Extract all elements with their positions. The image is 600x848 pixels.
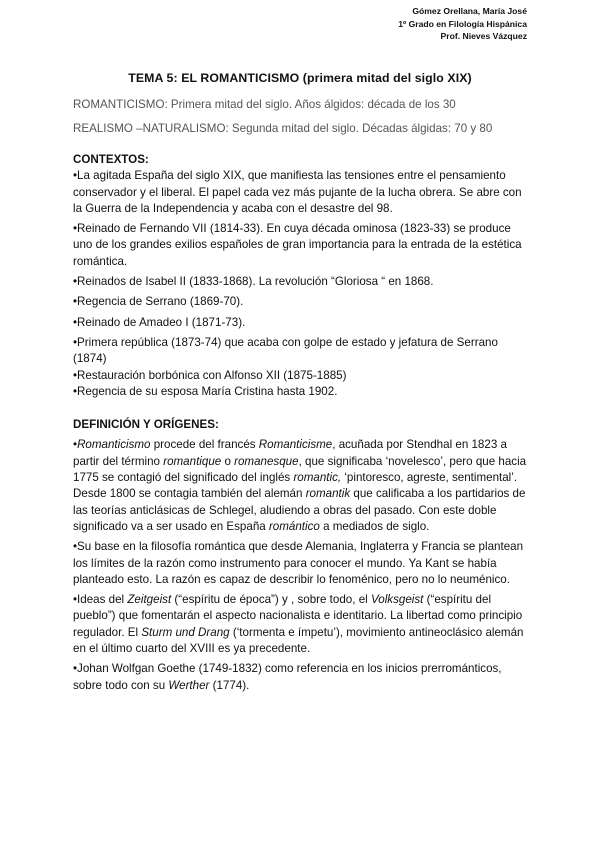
text-run: •Johan Wolfgan Goethe (1749-1832) como referencia en los inicios prerrománticos, sobre todo con su <box>73 662 502 692</box>
text-run: •Ideas del <box>73 593 128 607</box>
intro-romanticismo: ROMANTICISMO: Primera mitad del siglo. Años álgidos: década de los 30 <box>73 98 456 111</box>
context-item: •Restauración borbónica con Alfonso XII (1875-1885) <box>73 368 347 382</box>
bullet: • <box>73 438 78 452</box>
text-run: o <box>221 454 235 468</box>
professor-name: Prof. Nieves Vázquez <box>440 31 527 42</box>
document-header <box>398 5 527 43</box>
text-run: , que significaba ‘novelesco’, pero que hacia 1775 se contagió del significado del inglés <box>73 454 527 485</box>
term-romanticismo: Romanticismo <box>77 438 151 452</box>
term-romanticisme: Romanticisme <box>258 438 333 452</box>
definition-paragraph-1 <box>73 437 530 535</box>
section-heading-definicion: DEFINICIÓN Y ORÍGENES: <box>73 418 219 432</box>
context-item: •Reinado de Fernando VII (1814-33). En cuya década ominosa (1823-33) se produce uno de los grandes exilios españoles de gran importancia para la entrada de la estética romántica. <box>73 222 522 268</box>
text-run: procede del francés <box>150 438 259 452</box>
context-item: •Reinado de Amadeo I (1871-73). <box>73 315 246 329</box>
context-item: •Regencia de Serrano (1869-70). <box>73 295 244 309</box>
definition-paragraph-2: •Su base en la filosofía romántica que desde Alemania, Inglaterra y Francia se plantean los límites de la razón como instrumento para conocer el mundo. Ya Kant se había planteado esto. La razón es capaz de describir lo fenoménico, pero no lo neuménico. <box>73 540 524 586</box>
text-run: (“espíritu de época”) y , sobre todo, el <box>171 593 371 607</box>
context-item: •Primera república (1873-74) que acaba con golpe de estado y jefatura de Serrano (1874) <box>73 335 498 366</box>
context-item: •La agitada España del siglo XIX, que manifiesta las tensiones entre el pensamiento conservador y el liberal. El papel cada vez más pujante de la lucha obrera. Se abre con la Guerra de la Independencia y acaba con el desastre del 98. <box>73 169 522 215</box>
intro-realismo: REALISMO –NATURALISMO: Segunda mitad del siglo. Décadas álgidas: 70 y 80 <box>73 122 493 135</box>
context-item: •Regencia de su esposa María Cristina hasta 1902. <box>73 384 338 398</box>
text-run: (‘tormenta e ímpetu’), movimiento antineoclásico alemán en el último cuarto del XVIII es ya precedente. <box>73 625 524 656</box>
term-romantique: romantique <box>163 454 222 468</box>
context-item: •Reinados de Isabel II (1833-1868). La revolución “Gloriosa “ en 1868. <box>73 275 434 289</box>
term-zeitgeist: Zeitgeist <box>127 593 172 607</box>
text-run: (“espíritu del pueblo”) que fomentarán el aspecto nacionalista e identitario. La libertad como principio regulador. El <box>73 593 523 639</box>
term-romantik: romantik <box>305 487 351 501</box>
term-volksgeist: Volksgeist <box>370 593 424 607</box>
term-romantic: romantic, <box>293 471 342 485</box>
text-run: a mediados de siglo. <box>319 519 430 533</box>
text-run: que calificaba a los partidarios de las teorías anticlásicas de Schlegel, aludiendo a obras del pasado. Con este doble significado va a ser usado en España <box>73 487 526 533</box>
term-romanesque: romanesque <box>234 454 299 468</box>
definition-paragraph-3 <box>73 592 530 657</box>
term-werther: Werther <box>168 678 210 692</box>
definition-paragraph-4 <box>73 661 530 694</box>
course-name: 1º Grado en Filología Hispánica <box>398 18 527 29</box>
author-name: Gómez Orellana, María José <box>412 6 527 16</box>
text-run: (1774). <box>209 678 250 692</box>
term-sturm-und-drang: Sturm und Drang <box>141 625 230 639</box>
term-romantico: romántico <box>268 519 320 533</box>
page-title: TEMA 5: EL ROMANTICISMO (primera mitad del siglo XIX) <box>128 71 472 85</box>
text-run: ‘pintoresco, agreste, sentimental’. Desde 1800 se contagia también del alemán <box>73 471 518 501</box>
text-run: , acuñada por Stendhal en 1823 a partir del término <box>73 438 507 468</box>
main-content <box>73 152 530 694</box>
section-heading-contextos: CONTEXTOS: <box>73 153 149 166</box>
